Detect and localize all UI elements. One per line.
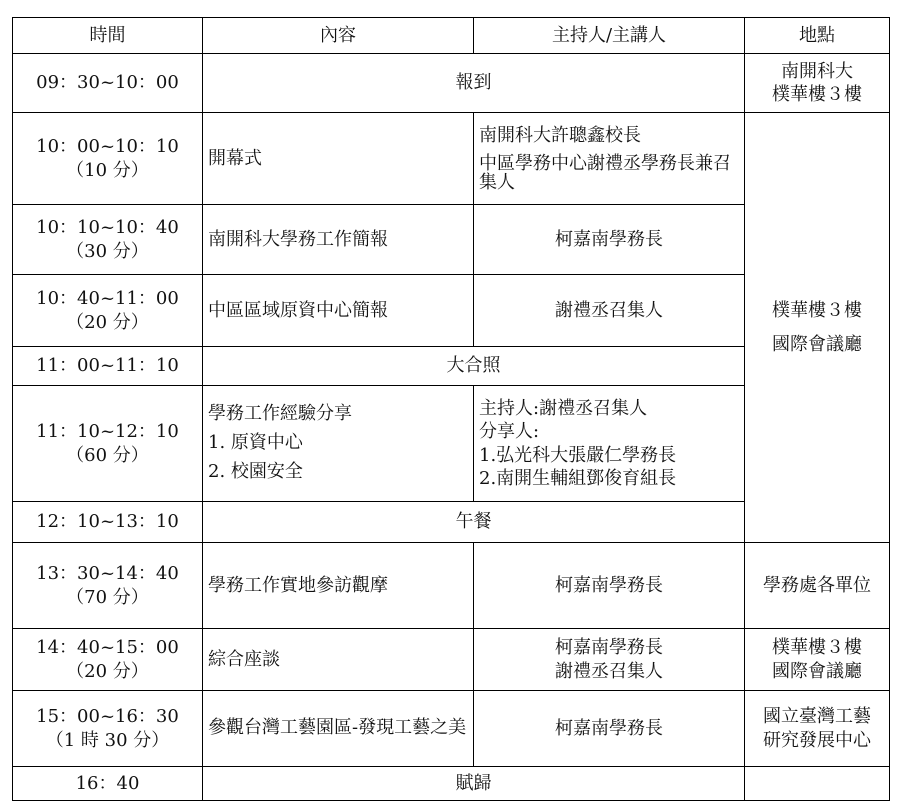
host-line: 1.弘光科大張嚴仁學務長 — [479, 444, 677, 466]
content-cell: 參觀台灣工藝園區-發現工藝之美 — [203, 691, 474, 767]
host-cell: 柯嘉南學務長 — [474, 205, 745, 275]
duration: （60 分） — [66, 444, 149, 466]
duration: （1 時 30 分） — [45, 729, 170, 751]
host-cell: 謝禮丞召集人 — [474, 275, 745, 347]
host-line: 南開科大許聰鑫校長 — [479, 125, 641, 147]
content-line: 1. 原資中心 — [208, 432, 303, 454]
location-cell: 學務處各單位 — [745, 543, 890, 629]
content-cell: 開幕式 — [203, 113, 474, 205]
location-line: 國立臺灣工藝 — [763, 706, 871, 728]
host-line: 柯嘉南學務長 — [555, 637, 663, 659]
schedule-table — [12, 17, 890, 801]
table-row — [13, 767, 890, 801]
time-range: 10：40~11：00 — [36, 288, 179, 310]
host-cell: 柯嘉南學務長 — [474, 543, 745, 629]
time-range: 15：00~16：30 — [36, 706, 179, 728]
header-location: 地點 — [745, 18, 890, 54]
empty-cell — [745, 767, 890, 801]
time-cell — [13, 275, 203, 347]
duration: （30 分） — [66, 240, 149, 262]
location-line: 國際會議廳 — [772, 660, 862, 682]
time-range: 13：30~14：40 — [36, 563, 179, 585]
location-line: 南開科大 — [781, 60, 853, 82]
host-cell — [474, 629, 745, 691]
time-cell: 11：00~11：10 — [13, 347, 203, 386]
content-cell: 南開科大學務工作簡報 — [203, 205, 474, 275]
content-line: 2. 校園安全 — [208, 460, 303, 482]
location-line: 國際會議廳 — [772, 333, 862, 355]
header-time: 時間 — [13, 18, 203, 54]
duration: （20 分） — [66, 311, 149, 333]
content-cell: 綜合座談 — [203, 629, 474, 691]
time-range: 11：10~12：10 — [36, 421, 179, 443]
time-cell — [13, 543, 203, 629]
time-cell — [13, 629, 203, 691]
time-cell: 09：30~10：00 — [13, 54, 203, 113]
content-cell — [203, 386, 474, 502]
table-row — [13, 54, 890, 113]
duration: （10 分） — [66, 159, 149, 181]
host-line: 分享人: — [479, 421, 540, 443]
time-cell — [13, 386, 203, 502]
host-line: 中區學務中心謝禮丞學務長兼召集人 — [479, 153, 731, 194]
table-row — [13, 113, 890, 205]
host-cell: 柯嘉南學務長 — [474, 691, 745, 767]
header-row — [13, 18, 890, 54]
table-row — [13, 543, 890, 629]
location-line: 樸華樓３樓 — [772, 84, 862, 105]
host-line: 謝禮丞召集人 — [555, 660, 663, 682]
header-content: 內容 — [203, 18, 474, 54]
host-line: 主持人:謝禮丞召集人 — [479, 397, 648, 419]
time-cell — [13, 205, 203, 275]
location-cell-merged — [745, 113, 890, 543]
content-line: 學務工作經驗分享 — [208, 403, 352, 425]
content-cell: 中區區域原資中心簡報 — [203, 275, 474, 347]
time-cell: 12：10~13：10 — [13, 502, 203, 543]
location-cell — [745, 691, 890, 767]
content-cell: 賦歸 — [203, 767, 745, 801]
duration: （20 分） — [66, 660, 149, 682]
content-cell: 午餐 — [203, 502, 745, 543]
table-row — [13, 629, 890, 691]
location-cell — [745, 54, 890, 113]
time-cell: 16：40 — [13, 767, 203, 801]
header-host: 主持人/主講人 — [474, 18, 745, 54]
location-line: 樸華樓３樓 — [772, 637, 862, 659]
time-range: 14：40~15：00 — [36, 637, 179, 659]
table-row — [13, 691, 890, 767]
location-line: 樸華樓３樓 — [772, 300, 862, 322]
duration: （70 分） — [66, 586, 149, 608]
time-cell — [13, 113, 203, 205]
host-cell — [474, 386, 745, 502]
content-cell: 報到 — [203, 54, 745, 113]
host-cell — [474, 113, 745, 205]
time-range: 10：10~10：40 — [36, 217, 179, 239]
content-cell: 大合照 — [203, 347, 745, 386]
location-line: 研究發展中心 — [763, 729, 871, 751]
host-line: 2.南開生輔組鄧俊育組長 — [479, 467, 677, 489]
time-cell — [13, 691, 203, 767]
location-cell — [745, 629, 890, 691]
time-range: 10：00~10：10 — [36, 136, 179, 158]
content-cell: 學務工作實地參訪觀摩 — [203, 543, 474, 629]
